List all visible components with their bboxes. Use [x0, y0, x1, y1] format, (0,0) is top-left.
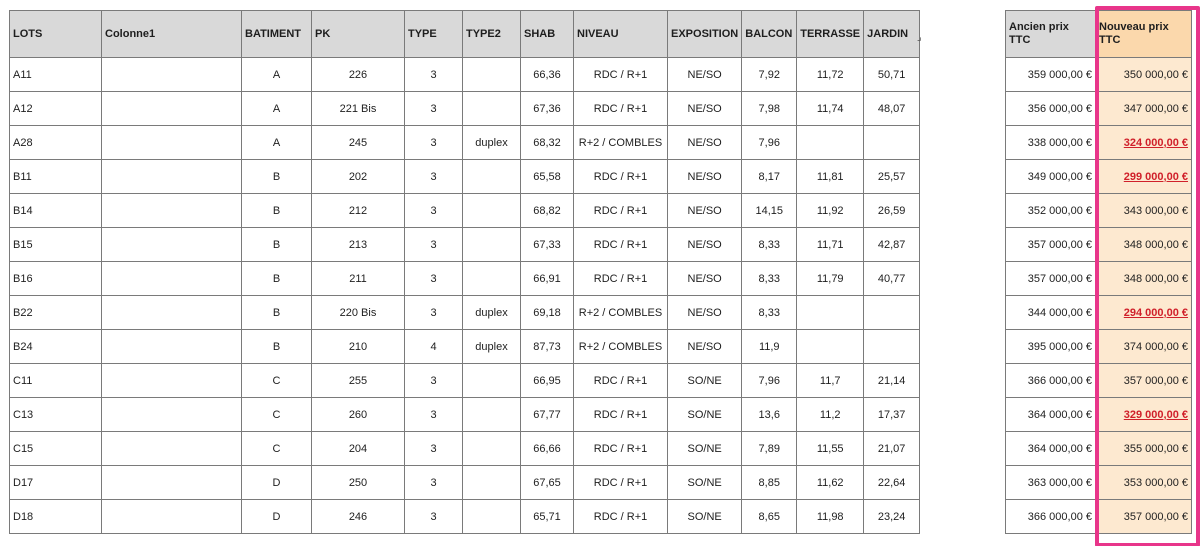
- cell-type[interactable]: 3: [405, 160, 463, 194]
- cell-shab[interactable]: 67,33: [521, 228, 574, 262]
- cell-old-price[interactable]: 344 000,00 €: [1006, 296, 1096, 330]
- cell-old-price[interactable]: 395 000,00 €: [1006, 330, 1096, 364]
- cell-balcon[interactable]: 8,33: [742, 262, 797, 296]
- new-price-value: 343 000,00 €: [1123, 204, 1188, 217]
- table-row: [10, 466, 920, 500]
- cell-colonne1[interactable]: [102, 296, 242, 330]
- cell-type2[interactable]: [463, 262, 521, 296]
- new-price-value: 348 000,00 €: [1123, 238, 1188, 251]
- cell-exposition[interactable]: SO/NE: [668, 432, 742, 466]
- header-pk[interactable]: PK: [312, 11, 405, 58]
- cell-exposition[interactable]: NE/SO: [668, 92, 742, 126]
- cell-new-price[interactable]: [1096, 296, 1192, 330]
- cell-balcon[interactable]: 8,85: [742, 466, 797, 500]
- cell-niveau[interactable]: RDC / R+1: [574, 500, 668, 534]
- lots-table-body: [10, 58, 920, 534]
- cell-batiment[interactable]: D: [242, 466, 312, 500]
- cell-lots[interactable]: B22: [10, 296, 102, 330]
- cell-balcon[interactable]: 7,96: [742, 364, 797, 398]
- table-row: [1006, 92, 1192, 126]
- cell-terrasse[interactable]: 11,62: [797, 466, 864, 500]
- cell-terrasse[interactable]: 11,71: [797, 228, 864, 262]
- cell-batiment[interactable]: B: [242, 262, 312, 296]
- cell-pk[interactable]: 226: [312, 58, 405, 92]
- cell-jardin[interactable]: [864, 296, 920, 330]
- cell-pk[interactable]: 246: [312, 500, 405, 534]
- header-new-price[interactable]: [1096, 11, 1192, 58]
- cell-jardin[interactable]: [864, 330, 920, 364]
- cell-exposition[interactable]: SO/NE: [668, 500, 742, 534]
- cell-niveau[interactable]: R+2 / COMBLES: [574, 330, 668, 364]
- table-row: [10, 296, 920, 330]
- header-jardin[interactable]: JARDIN: [864, 11, 920, 58]
- cell-terrasse[interactable]: [797, 296, 864, 330]
- cell-type2[interactable]: [463, 194, 521, 228]
- cell-colonne1[interactable]: [102, 58, 242, 92]
- table-row: [1006, 398, 1192, 432]
- cell-type2[interactable]: [463, 58, 521, 92]
- table-row: [1006, 330, 1192, 364]
- cell-lots[interactable]: B24: [10, 330, 102, 364]
- cell-niveau[interactable]: RDC / R+1: [574, 398, 668, 432]
- cell-batiment[interactable]: D: [242, 500, 312, 534]
- cell-new-price[interactable]: [1096, 466, 1192, 500]
- header-shab[interactable]: SHAB: [521, 11, 574, 58]
- cell-old-price[interactable]: 349 000,00 €: [1006, 160, 1096, 194]
- new-price-value: 350 000,00 €: [1123, 68, 1188, 81]
- cell-type[interactable]: 3: [405, 364, 463, 398]
- cell-batiment[interactable]: B: [242, 330, 312, 364]
- cell-colonne1[interactable]: [102, 466, 242, 500]
- cell-type2[interactable]: [463, 92, 521, 126]
- cell-terrasse[interactable]: 11,55: [797, 432, 864, 466]
- table-row: [10, 262, 920, 296]
- cell-type[interactable]: 4: [405, 330, 463, 364]
- cell-niveau[interactable]: RDC / R+1: [574, 194, 668, 228]
- cell-exposition[interactable]: SO/NE: [668, 466, 742, 500]
- new-price-value: 348 000,00 €: [1123, 272, 1188, 285]
- table-row: [10, 398, 920, 432]
- cell-jardin[interactable]: 17,37: [864, 398, 920, 432]
- cell-shab[interactable]: 67,77: [521, 398, 574, 432]
- cell-balcon[interactable]: 8,33: [742, 296, 797, 330]
- cell-jardin[interactable]: [864, 126, 920, 160]
- cell-balcon[interactable]: 7,96: [742, 126, 797, 160]
- table-row: [10, 92, 920, 126]
- header-new-price-line1: Nouveau prix: [1099, 21, 1169, 33]
- cell-lots[interactable]: A11: [10, 58, 102, 92]
- cell-balcon[interactable]: 13,6: [742, 398, 797, 432]
- table-row: [1006, 160, 1192, 194]
- table-row: [1006, 466, 1192, 500]
- table-row: [10, 432, 920, 466]
- cell-colonne1[interactable]: [102, 364, 242, 398]
- cell-balcon[interactable]: 7,98: [742, 92, 797, 126]
- cell-pk[interactable]: 250: [312, 466, 405, 500]
- cell-type[interactable]: 3: [405, 398, 463, 432]
- cell-terrasse[interactable]: 11,72: [797, 58, 864, 92]
- cell-pk[interactable]: 221 Bis: [312, 92, 405, 126]
- cell-batiment[interactable]: C: [242, 364, 312, 398]
- cell-shab[interactable]: 66,91: [521, 262, 574, 296]
- cell-type2[interactable]: duplex: [463, 330, 521, 364]
- cell-balcon[interactable]: 8,17: [742, 160, 797, 194]
- cell-colonne1[interactable]: [102, 398, 242, 432]
- table-row: [1006, 194, 1192, 228]
- cell-batiment[interactable]: B: [242, 194, 312, 228]
- cell-type[interactable]: 3: [405, 92, 463, 126]
- reduced-price-value: 324 000,00 €: [1123, 136, 1188, 149]
- cell-shab[interactable]: 66,66: [521, 432, 574, 466]
- header-batiment[interactable]: BATIMENT: [242, 11, 312, 58]
- cell-new-price[interactable]: [1096, 364, 1192, 398]
- cell-old-price[interactable]: 352 000,00 €: [1006, 194, 1096, 228]
- cell-balcon[interactable]: 8,33: [742, 228, 797, 262]
- prices-table: [1005, 10, 1192, 534]
- cell-exposition[interactable]: NE/SO: [668, 228, 742, 262]
- cell-niveau[interactable]: RDC / R+1: [574, 58, 668, 92]
- table-row: [1006, 500, 1192, 534]
- cell-type2[interactable]: [463, 398, 521, 432]
- cell-colonne1[interactable]: [102, 228, 242, 262]
- reduced-price-value: 329 000,00 €: [1123, 408, 1188, 421]
- cell-type[interactable]: 3: [405, 126, 463, 160]
- prices-table-body: [1006, 58, 1192, 534]
- cell-old-price[interactable]: 366 000,00 €: [1006, 364, 1096, 398]
- cell-type2[interactable]: [463, 228, 521, 262]
- cell-batiment[interactable]: C: [242, 398, 312, 432]
- cell-lots[interactable]: A28: [10, 126, 102, 160]
- cell-type2[interactable]: [463, 500, 521, 534]
- new-price-value: 355 000,00 €: [1123, 442, 1188, 455]
- cell-exposition[interactable]: NE/SO: [668, 330, 742, 364]
- table-row: [1006, 364, 1192, 398]
- cell-colonne1[interactable]: [102, 330, 242, 364]
- cell-jardin[interactable]: 21,14: [864, 364, 920, 398]
- cell-exposition[interactable]: NE/SO: [668, 160, 742, 194]
- cell-pk[interactable]: 260: [312, 398, 405, 432]
- cell-type2[interactable]: [463, 432, 521, 466]
- cell-pk[interactable]: 213: [312, 228, 405, 262]
- cell-jardin[interactable]: 40,77: [864, 262, 920, 296]
- cell-batiment[interactable]: A: [242, 126, 312, 160]
- header-lots[interactable]: LOTS: [10, 11, 102, 58]
- cell-lots[interactable]: A12: [10, 92, 102, 126]
- cell-shab[interactable]: 65,71: [521, 500, 574, 534]
- cell-niveau[interactable]: RDC / R+1: [574, 160, 668, 194]
- table-row: [1006, 432, 1192, 466]
- cell-niveau[interactable]: RDC / R+1: [574, 262, 668, 296]
- cell-terrasse[interactable]: 11,79: [797, 262, 864, 296]
- header-balcon[interactable]: BALCON: [742, 11, 797, 58]
- cell-old-price[interactable]: 338 000,00 €: [1006, 126, 1096, 160]
- cell-batiment[interactable]: B: [242, 228, 312, 262]
- cell-pk[interactable]: 202: [312, 160, 405, 194]
- cell-jardin[interactable]: 50,71: [864, 58, 920, 92]
- cell-exposition[interactable]: NE/SO: [668, 58, 742, 92]
- cell-old-price[interactable]: 356 000,00 €: [1006, 92, 1096, 126]
- cell-batiment[interactable]: C: [242, 432, 312, 466]
- cell-terrasse[interactable]: 11,98: [797, 500, 864, 534]
- cell-niveau[interactable]: RDC / R+1: [574, 466, 668, 500]
- cell-new-price[interactable]: [1096, 262, 1192, 296]
- cell-pk[interactable]: 255: [312, 364, 405, 398]
- cell-colonne1[interactable]: [102, 92, 242, 126]
- cell-new-price[interactable]: [1096, 126, 1192, 160]
- cell-shab[interactable]: 87,73: [521, 330, 574, 364]
- table-row: [1006, 228, 1192, 262]
- cell-pk[interactable]: 212: [312, 194, 405, 228]
- cell-balcon[interactable]: 7,92: [742, 58, 797, 92]
- new-price-value: 353 000,00 €: [1123, 476, 1188, 489]
- cell-new-price[interactable]: [1096, 398, 1192, 432]
- header-terrasse[interactable]: TERRASSE: [797, 11, 864, 58]
- cell-niveau[interactable]: R+2 / COMBLES: [574, 296, 668, 330]
- header-type2[interactable]: TYPE2: [463, 11, 521, 58]
- cell-lots[interactable]: B15: [10, 228, 102, 262]
- cell-batiment[interactable]: B: [242, 296, 312, 330]
- cell-type2[interactable]: [463, 466, 521, 500]
- cell-old-price[interactable]: 366 000,00 €: [1006, 500, 1096, 534]
- cell-exposition[interactable]: NE/SO: [668, 262, 742, 296]
- cell-terrasse[interactable]: 11,2: [797, 398, 864, 432]
- cell-jardin[interactable]: 21,07: [864, 432, 920, 466]
- cell-colonne1[interactable]: [102, 194, 242, 228]
- cell-type[interactable]: 3: [405, 500, 463, 534]
- cell-lots[interactable]: C13: [10, 398, 102, 432]
- cell-new-price[interactable]: [1096, 228, 1192, 262]
- table-row: [1006, 58, 1192, 92]
- header-exposition[interactable]: EXPOSITION: [668, 11, 742, 58]
- cell-type[interactable]: 3: [405, 466, 463, 500]
- new-price-value: 357 000,00 €: [1123, 510, 1188, 523]
- cell-balcon[interactable]: 14,15: [742, 194, 797, 228]
- cell-shab[interactable]: 69,18: [521, 296, 574, 330]
- new-price-value: 357 000,00 €: [1123, 374, 1188, 387]
- header-new-price-line2: TTC: [1099, 34, 1121, 46]
- header-old-price-line1: Ancien prix: [1009, 21, 1069, 33]
- cell-colonne1[interactable]: [102, 262, 242, 296]
- cell-jardin[interactable]: 42,87: [864, 228, 920, 262]
- cell-type[interactable]: 3: [405, 262, 463, 296]
- table-row: [10, 364, 920, 398]
- reduced-price-value: 294 000,00 €: [1123, 306, 1188, 319]
- cell-new-price[interactable]: [1096, 432, 1192, 466]
- table-row: [10, 228, 920, 262]
- table-row: [10, 330, 920, 364]
- cell-new-price[interactable]: [1096, 160, 1192, 194]
- cell-shab[interactable]: 66,95: [521, 364, 574, 398]
- cell-terrasse[interactable]: 11,7: [797, 364, 864, 398]
- cell-new-price[interactable]: [1096, 500, 1192, 534]
- cell-terrasse[interactable]: [797, 330, 864, 364]
- cell-terrasse[interactable]: 11,81: [797, 160, 864, 194]
- cell-balcon[interactable]: 8,65: [742, 500, 797, 534]
- cell-type2[interactable]: duplex: [463, 296, 521, 330]
- cell-exposition[interactable]: SO/NE: [668, 364, 742, 398]
- new-price-value: 374 000,00 €: [1123, 340, 1188, 353]
- cell-niveau[interactable]: RDC / R+1: [574, 228, 668, 262]
- cell-lots[interactable]: B11: [10, 160, 102, 194]
- header-colonne1[interactable]: Colonne1: [102, 11, 242, 58]
- cell-batiment[interactable]: A: [242, 92, 312, 126]
- cell-terrasse[interactable]: [797, 126, 864, 160]
- cell-type2[interactable]: [463, 364, 521, 398]
- cell-colonne1[interactable]: [102, 126, 242, 160]
- cell-old-price[interactable]: 363 000,00 €: [1006, 466, 1096, 500]
- cell-shab[interactable]: 68,32: [521, 126, 574, 160]
- cell-jardin[interactable]: 22,64: [864, 466, 920, 500]
- cell-type[interactable]: 3: [405, 296, 463, 330]
- table-row: [10, 126, 920, 160]
- cell-lots[interactable]: C11: [10, 364, 102, 398]
- cell-lots[interactable]: D17: [10, 466, 102, 500]
- lots-table-header-row: [10, 11, 920, 58]
- cell-batiment[interactable]: B: [242, 160, 312, 194]
- cell-lots[interactable]: B16: [10, 262, 102, 296]
- reduced-price-value: 299 000,00 €: [1123, 170, 1188, 183]
- cell-pk[interactable]: 245: [312, 126, 405, 160]
- cell-colonne1[interactable]: [102, 500, 242, 534]
- cell-niveau[interactable]: RDC / R+1: [574, 432, 668, 466]
- cell-jardin[interactable]: 26,59: [864, 194, 920, 228]
- cell-new-price[interactable]: [1096, 58, 1192, 92]
- header-old-price-line2: TTC: [1009, 34, 1031, 46]
- new-price-value: 347 000,00 €: [1123, 102, 1188, 115]
- table-row: [10, 160, 920, 194]
- cell-old-price[interactable]: 359 000,00 €: [1006, 58, 1096, 92]
- cell-jardin[interactable]: 25,57: [864, 160, 920, 194]
- cell-lots[interactable]: D18: [10, 500, 102, 534]
- cell-type2[interactable]: [463, 160, 521, 194]
- cell-exposition[interactable]: NE/SO: [668, 296, 742, 330]
- cell-shab[interactable]: 68,82: [521, 194, 574, 228]
- cell-type[interactable]: 3: [405, 194, 463, 228]
- cell-exposition[interactable]: NE/SO: [668, 126, 742, 160]
- cell-exposition[interactable]: SO/NE: [668, 398, 742, 432]
- cell-type2[interactable]: duplex: [463, 126, 521, 160]
- cell-new-price[interactable]: [1096, 330, 1192, 364]
- cell-shab[interactable]: 65,58: [521, 160, 574, 194]
- cell-terrasse[interactable]: 11,92: [797, 194, 864, 228]
- cell-lots[interactable]: C15: [10, 432, 102, 466]
- cell-jardin[interactable]: 48,07: [864, 92, 920, 126]
- header-type[interactable]: TYPE: [405, 11, 463, 58]
- lots-table: [9, 10, 920, 534]
- cell-shab[interactable]: 67,36: [521, 92, 574, 126]
- table-row: [10, 58, 920, 92]
- cell-shab[interactable]: 67,65: [521, 466, 574, 500]
- header-old-price[interactable]: [1006, 11, 1096, 58]
- cell-niveau[interactable]: R+2 / COMBLES: [574, 126, 668, 160]
- table-row: [1006, 262, 1192, 296]
- cell-new-price[interactable]: [1096, 92, 1192, 126]
- cell-pk[interactable]: 220 Bis: [312, 296, 405, 330]
- cell-niveau[interactable]: RDC / R+1: [574, 364, 668, 398]
- cell-niveau[interactable]: RDC / R+1: [574, 92, 668, 126]
- cell-jardin[interactable]: 23,24: [864, 500, 920, 534]
- cell-terrasse[interactable]: 11,74: [797, 92, 864, 126]
- cell-old-price[interactable]: 364 000,00 €: [1006, 398, 1096, 432]
- cell-batiment[interactable]: A: [242, 58, 312, 92]
- table-row: [1006, 296, 1192, 330]
- cell-colonne1[interactable]: [102, 160, 242, 194]
- table-row: [10, 194, 920, 228]
- cell-old-price[interactable]: 357 000,00 €: [1006, 228, 1096, 262]
- cell-old-price[interactable]: 357 000,00 €: [1006, 262, 1096, 296]
- header-niveau[interactable]: NIVEAU: [574, 11, 668, 58]
- cell-balcon[interactable]: 11,9: [742, 330, 797, 364]
- cell-pk[interactable]: 210: [312, 330, 405, 364]
- cell-shab[interactable]: 66,36: [521, 58, 574, 92]
- cell-balcon[interactable]: 7,89: [742, 432, 797, 466]
- cell-lots[interactable]: B14: [10, 194, 102, 228]
- cell-type[interactable]: 3: [405, 432, 463, 466]
- table-row: [1006, 126, 1192, 160]
- prices-table-header-row: [1006, 11, 1192, 58]
- cell-pk[interactable]: 204: [312, 432, 405, 466]
- cell-pk[interactable]: 211: [312, 262, 405, 296]
- cell-new-price[interactable]: [1096, 194, 1192, 228]
- cell-old-price[interactable]: 364 000,00 €: [1006, 432, 1096, 466]
- cell-colonne1[interactable]: [102, 432, 242, 466]
- cell-exposition[interactable]: NE/SO: [668, 194, 742, 228]
- table-row: [10, 500, 920, 534]
- cell-type[interactable]: 3: [405, 228, 463, 262]
- cell-type[interactable]: 3: [405, 58, 463, 92]
- clipped-column-marker: ⌟: [917, 32, 922, 43]
